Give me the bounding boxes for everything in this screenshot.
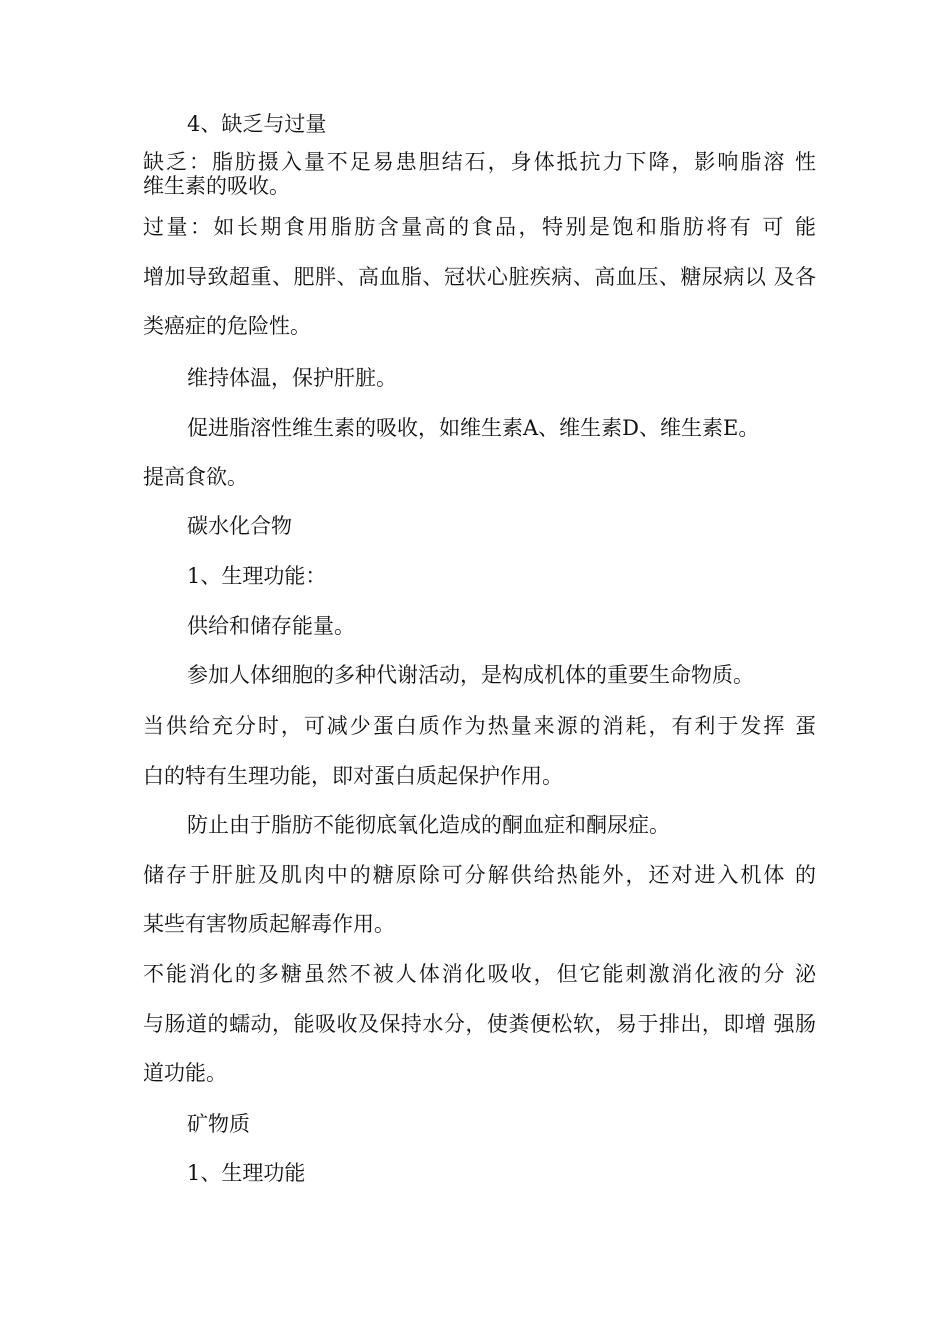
paragraph-metabolism: 参加人体细胞的多种代谢活动，是构成机体的重要生命物质。 [187,663,754,687]
paragraph-fiber-line-1: 不能消化的多糖虽然不被人体消化吸收，但它能刺激消化液的分 泌 [143,962,816,986]
paragraph-detox-line-1: 储存于肝脏及肌肉中的糖原除可分解供给热能外，还对进入机体 的 [143,863,816,887]
subheading-physiological-function: 1、生理功能： [187,564,327,588]
paragraph-deficiency-line-1: 缺乏：脂肪摄入量不足易患胆结石，身体抵抗力下降，影响脂溶 性 [143,150,816,174]
paragraph-appetite: 提高食欲。 [143,465,248,489]
section-heading-carbohydrates: 碳水化合物 [187,514,292,538]
paragraph-energy-storage: 供给和储存能量。 [187,614,355,638]
paragraph-fiber-line-3: 道功能。 [143,1061,227,1085]
paragraph-excess-line-1: 过量：如长期食用脂肪含量高的食品，特别是饱和脂肪将有 可 能 [143,215,816,239]
paragraph-vitamin-absorption: 促进脂溶性维生素的吸收，如维生素A、维生素D、维生素E。 [187,416,760,440]
section-heading-minerals: 矿物质 [187,1112,250,1136]
paragraph-excess-line-2: 增加导致超重、肥胖、高血脂、冠状心脏疾病、高血压、糖尿病以 及各 [143,265,816,289]
paragraph-ketosis: 防止由于脂肪不能彻底氧化造成的酮血症和酮尿症。 [187,813,670,837]
paragraph-deficiency-line-2: 维生素的吸收。 [143,174,290,198]
paragraph-body-temperature: 维持体温，保护肝脏。 [187,366,397,390]
subheading-minerals-function: 1、生理功能 [187,1161,306,1185]
paragraph-protein-sparing-line-1: 当供给充分时，可减少蛋白质作为热量来源的消耗，有利于发挥 蛋 [143,714,816,738]
paragraph-excess-line-3: 类癌症的危险性。 [143,314,311,338]
paragraph-protein-sparing-line-2: 白的特有生理功能，即对蛋白质起保护作用。 [143,764,563,788]
section-heading-deficiency-excess: 4、缺乏与过量 [187,112,327,136]
paragraph-detox-line-2: 某些有害物质起解毒作用。 [143,912,395,936]
paragraph-fiber-line-2: 与肠道的蠕动，能吸收及保持水分，使粪便松软，易于排出，即增 强肠 [143,1012,816,1036]
